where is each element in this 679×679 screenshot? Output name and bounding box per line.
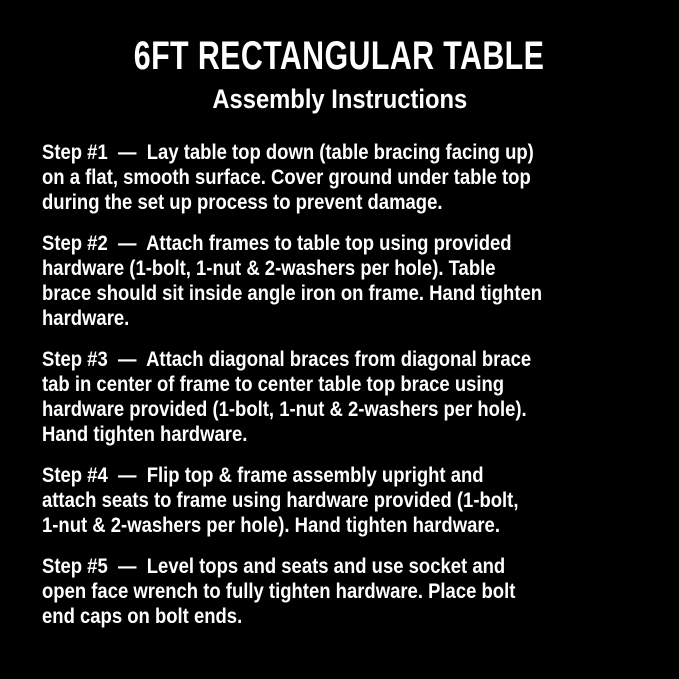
step-paragraph	[42, 140, 649, 215]
step-line: attach seats to frame using hardware provided (1-bolt,	[42, 489, 519, 512]
step-line: hardware (1-bolt, 1-nut & 2-washers per hole). Table	[42, 257, 496, 280]
step-line: Hand tighten hardware.	[42, 423, 248, 446]
step-line: Step #4 — Flip top & frame assembly upright and	[42, 464, 484, 487]
step-paragraph	[42, 347, 649, 447]
step-line: on a flat, smooth surface. Cover ground under table top	[42, 166, 531, 189]
step-line: hardware.	[42, 307, 130, 330]
step-line: Step #3 — Attach diagonal braces from diagonal brace	[42, 348, 532, 371]
step-line: end caps on bolt ends.	[42, 605, 243, 628]
steps-list	[0, 140, 679, 629]
step-line: Step #2 — Attach frames to table top using provided	[42, 232, 512, 255]
step-paragraph	[42, 231, 649, 331]
step-line: 1-nut & 2-washers per hole). Hand tighten hardware.	[42, 514, 500, 537]
page-title	[0, 34, 679, 80]
step-line: tab in center of frame to center table top brace using	[42, 373, 505, 396]
step-line: hardware provided (1-bolt, 1-nut & 2-washers per hole).	[42, 398, 527, 421]
page-title-text: 6FT RECTANGULAR TABLE	[134, 34, 545, 78]
page-subtitle-text: Assembly Instructions	[212, 84, 467, 114]
step-line: open face wrench to fully tighten hardware. Place bolt	[42, 580, 516, 603]
step-line: brace should sit inside angle iron on frame. Hand tighten	[42, 282, 543, 305]
step-paragraph	[42, 554, 649, 629]
step-line: during the set up process to prevent damage.	[42, 191, 443, 214]
page-subtitle	[0, 82, 679, 118]
step-paragraph	[42, 463, 649, 538]
step-line: Step #1 — Lay table top down (table bracing facing up)	[42, 141, 534, 164]
step-line: Step #5 — Level tops and seats and use socket and	[42, 555, 506, 578]
